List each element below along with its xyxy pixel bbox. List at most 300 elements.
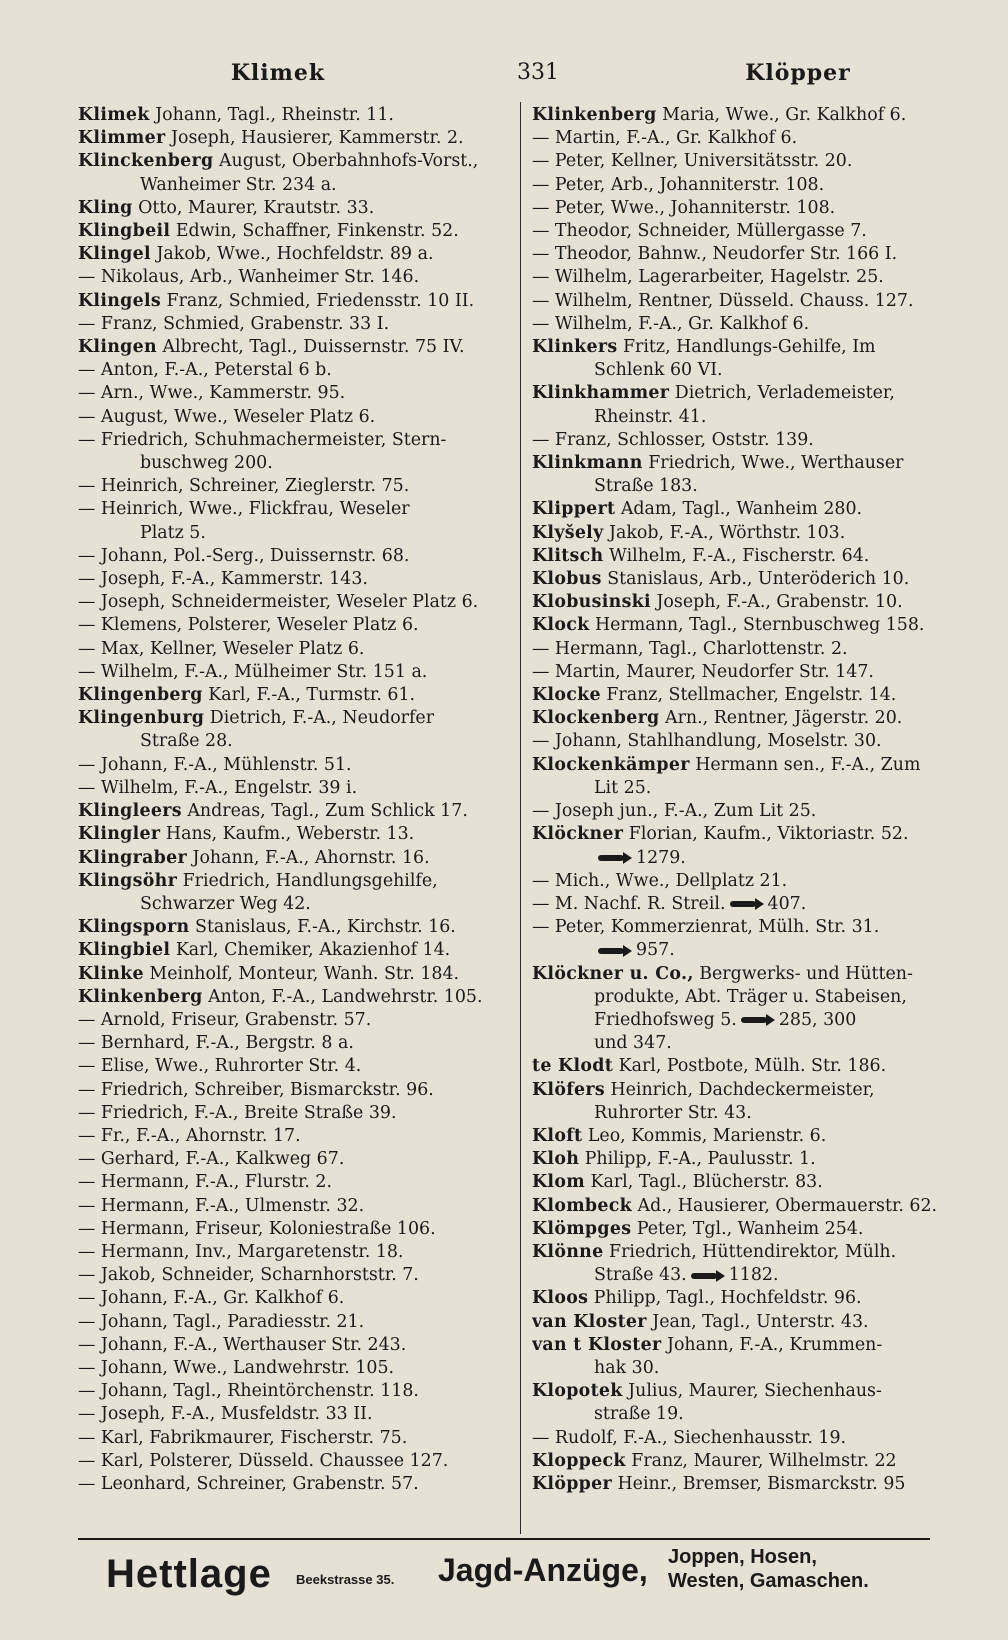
ad-right-line-1: Joppen, Hosen, xyxy=(668,1546,817,1568)
directory-entry xyxy=(532,870,972,893)
directory-entry xyxy=(532,1473,972,1496)
entry-text: — Joseph, F.-A., Kammerstr. 143. xyxy=(78,569,368,590)
entry-text: — Friedrich, Schuhmachermeister, Stern- xyxy=(78,429,447,450)
directory-entry xyxy=(78,591,518,614)
entry-line xyxy=(532,1357,972,1380)
entry-text: Philipp, F.-A., Paulusstr. 1. xyxy=(584,1149,816,1170)
entry-line xyxy=(78,638,518,661)
entry-text: hak 30. xyxy=(594,1357,660,1378)
entry-text: Platz 5. xyxy=(140,522,206,543)
entry-text: — Hermann, F.-A., Flurstr. 2. xyxy=(78,1172,333,1193)
entry-line xyxy=(78,475,518,498)
directory-entry xyxy=(78,1079,518,1102)
entry-line xyxy=(78,290,518,313)
entry-line xyxy=(78,684,518,707)
entry-surname: Klockenkämper xyxy=(532,754,690,775)
entry-text: — Hermann, Tagl., Charlottenstr. 2. xyxy=(532,638,848,659)
directory-entry xyxy=(532,313,972,336)
directory-entry xyxy=(532,1079,972,1125)
directory-entry xyxy=(532,730,972,753)
entry-text: Ruhrorter Str. 43. xyxy=(594,1102,752,1123)
entry-text: straße 19. xyxy=(594,1404,684,1425)
entry-text: — Leonhard, Schreiner, Grabenstr. 57. xyxy=(78,1473,419,1494)
directory-entry xyxy=(532,916,972,962)
entry-text: — August, Wwe., Weseler Platz 6. xyxy=(78,406,376,427)
entry-text: — Peter, Arb., Johanniterstr. 108. xyxy=(532,174,825,195)
entry-text: — Peter, Kellner, Universitätsstr. 20. xyxy=(532,151,853,172)
entry-text: — Friedrich, Schreiber, Bismarckstr. 96. xyxy=(78,1079,434,1100)
entry-text: Hermann sen., F.-A., Zum xyxy=(695,754,921,775)
entry-text: — Johann, Pol.-Serg., Duissernstr. 68. xyxy=(78,545,410,566)
footer-rule xyxy=(78,1538,930,1540)
directory-entry xyxy=(532,707,972,730)
entry-line xyxy=(532,1009,972,1032)
entry-text: Fritz, Handlungs-Gehilfe, Im xyxy=(622,337,876,358)
entry-surname: Klinkenberg xyxy=(532,105,657,125)
entry-text: Friedhofsweg 5. xyxy=(594,1009,737,1030)
entry-line xyxy=(78,359,518,382)
entry-text: — Hermann, Friseur, Koloniestraße 106. xyxy=(78,1218,436,1239)
entry-surname: Klingen xyxy=(78,337,157,358)
entry-text: Johann, F.-A., Ahornstr. 16. xyxy=(192,847,430,868)
entry-line xyxy=(532,545,972,568)
entry-line xyxy=(532,916,972,939)
entry-surname: Klingler xyxy=(78,824,161,845)
entry-text: Stanislaus, F.-A., Kirchstr. 16. xyxy=(195,917,456,938)
entry-line xyxy=(78,1102,518,1125)
entry-line xyxy=(78,1125,518,1148)
directory-entry xyxy=(78,336,518,359)
directory-entry xyxy=(532,1125,972,1148)
entry-text: — Fr., F.-A., Ahornstr. 17. xyxy=(78,1125,301,1146)
entry-surname: Klönne xyxy=(532,1241,604,1262)
entry-line xyxy=(532,1079,972,1102)
directory-entry xyxy=(532,1171,972,1194)
entry-line xyxy=(78,1148,518,1171)
entry-line xyxy=(78,661,518,684)
entry-text: Rheinstr. 41. xyxy=(594,406,707,427)
entry-text: Bergwerks- und Hütten- xyxy=(699,963,913,984)
entry-text: — Joseph, Schneidermeister, Weseler Platz 6. xyxy=(78,592,479,613)
entry-text: Lit 25. xyxy=(594,777,652,798)
entry-line xyxy=(532,359,972,382)
entry-text: Meinholf, Monteur, Wanh. Str. 184. xyxy=(149,963,460,984)
entry-text: Adam, Tagl., Wanheim 280. xyxy=(620,499,863,520)
entry-line xyxy=(78,104,518,127)
entry-line xyxy=(78,754,518,777)
entry-line xyxy=(78,1287,518,1310)
directory-entry xyxy=(532,1241,972,1287)
entry-surname: Klocke xyxy=(532,685,601,706)
entry-text: Peter, Tgl., Wanheim 254. xyxy=(636,1218,864,1239)
entry-surname: Klingenberg xyxy=(78,685,203,706)
directory-entry xyxy=(78,1380,518,1403)
directory-entry xyxy=(532,591,972,614)
directory-entry xyxy=(78,1427,518,1450)
entry-line xyxy=(532,730,972,753)
entry-line xyxy=(532,1148,972,1171)
entry-text: — Theodor, Schneider, Müllergasse 7. xyxy=(532,221,867,242)
directory-entry xyxy=(78,266,518,289)
directory-entry xyxy=(532,104,972,127)
entry-text: Leo, Kommis, Marienstr. 6. xyxy=(587,1125,827,1146)
entry-line xyxy=(532,1334,972,1357)
entry-line xyxy=(78,406,518,429)
entry-surname: van Kloster xyxy=(532,1311,647,1332)
entry-line xyxy=(78,1473,518,1496)
entry-surname: Klingsöhr xyxy=(78,870,178,891)
directory-entry xyxy=(532,1287,972,1310)
entry-text: — M. Nachf. R. Streil. xyxy=(532,893,726,914)
entry-line xyxy=(532,1403,972,1426)
entry-line xyxy=(532,1032,972,1055)
entry-surname: Klitsch xyxy=(532,545,604,566)
entry-text: — Jakob, Schneider, Scharnhorststr. 7. xyxy=(78,1265,419,1286)
directory-entry xyxy=(78,1032,518,1055)
entry-text: — Martin, Maurer, Neudorfer Str. 147. xyxy=(532,661,874,682)
entry-line xyxy=(78,1403,518,1426)
entry-line xyxy=(78,382,518,405)
entry-text: Franz, Schmied, Friedensstr. 10 II. xyxy=(166,290,475,311)
entry-text: Joseph, Hausierer, Kammerstr. 2. xyxy=(171,128,464,149)
entry-text: — Hermann, Inv., Margaretenstr. 18. xyxy=(78,1241,404,1262)
directory-entry xyxy=(532,568,972,591)
directory-entry xyxy=(532,545,972,568)
directory-entry xyxy=(78,545,518,568)
directory-entry xyxy=(78,1148,518,1171)
entry-surname: Klom xyxy=(532,1172,585,1193)
directory-entry xyxy=(78,614,518,637)
directory-entry xyxy=(532,336,972,382)
entry-line xyxy=(78,1055,518,1078)
entry-line xyxy=(78,1241,518,1264)
entry-text: — Mich., Wwe., Dellplatz 21. xyxy=(532,870,788,891)
directory-entry xyxy=(78,916,518,939)
directory-entry xyxy=(78,823,518,846)
entry-surname: Klöpper xyxy=(532,1473,612,1494)
entry-line xyxy=(532,382,972,405)
entry-line xyxy=(78,1357,518,1380)
directory-entry xyxy=(532,522,972,545)
directory-entry xyxy=(78,1473,518,1496)
footer-advertisement xyxy=(78,1546,958,1606)
directory-entry xyxy=(532,1218,972,1241)
entry-line xyxy=(78,777,518,800)
entry-text: produkte, Abt. Träger u. Stabeisen, xyxy=(594,986,907,1007)
directory-entry xyxy=(78,707,518,753)
entry-line xyxy=(78,127,518,150)
directory-entry xyxy=(78,382,518,405)
entry-text: — Joseph, F.-A., Musfeldstr. 33 II. xyxy=(78,1404,373,1425)
entry-text: Julius, Maurer, Siechenhaus- xyxy=(628,1381,882,1402)
entry-line xyxy=(532,777,972,800)
directory-entry xyxy=(78,1264,518,1287)
entry-surname: Klöfers xyxy=(532,1079,605,1100)
header-right-keyword: Klöpper xyxy=(745,60,851,86)
directory-entry xyxy=(78,939,518,962)
entry-line xyxy=(78,452,518,475)
entry-text: Stanislaus, Arb., Unteröderich 10. xyxy=(607,569,910,590)
entry-surname: Klinkhammer xyxy=(532,383,670,404)
directory-entry xyxy=(532,893,972,916)
entry-surname: Klinkers xyxy=(532,337,618,358)
directory-entry xyxy=(532,1450,972,1473)
entry-line xyxy=(532,707,972,730)
entry-surname: Klinke xyxy=(78,963,144,984)
entry-line xyxy=(78,174,518,197)
entry-text: — Rudolf, F.-A., Siechenhausstr. 19. xyxy=(532,1427,847,1448)
directory-entry xyxy=(78,1102,518,1125)
entry-text: Jakob, F.-A., Wörthstr. 103. xyxy=(609,522,846,543)
entry-text: — Heinrich, Schreiner, Zieglerstr. 75. xyxy=(78,476,410,497)
directory-entry xyxy=(532,1195,972,1218)
entry-line xyxy=(532,1264,972,1287)
directory-entry xyxy=(78,197,518,220)
directory-entry xyxy=(78,1450,518,1473)
entry-line xyxy=(532,1055,972,1078)
directory-entry xyxy=(78,1009,518,1032)
entry-line xyxy=(78,823,518,846)
entry-line xyxy=(78,1334,518,1357)
entry-line xyxy=(532,243,972,266)
header-left-keyword: Klimek xyxy=(230,60,326,86)
directory-entry xyxy=(78,1287,518,1310)
entry-surname: Klingbeil xyxy=(78,221,171,242)
directory-entry xyxy=(78,1195,518,1218)
directory-entry xyxy=(532,243,972,266)
directory-entry xyxy=(532,661,972,684)
entry-text: Karl, Postbote, Mülh. Str. 186. xyxy=(618,1056,887,1077)
entry-surname: Klimmer xyxy=(78,128,166,149)
entry-line xyxy=(78,730,518,753)
entry-surname: Klinkenberg xyxy=(78,986,203,1007)
entry-text: Edwin, Schaffner, Finkenstr. 52. xyxy=(175,221,459,242)
entry-text: Albrecht, Tagl., Duissernstr. 75 IV. xyxy=(162,337,465,358)
entry-text: — Karl, Fabrikmaurer, Fischerstr. 75. xyxy=(78,1427,408,1448)
entry-line xyxy=(532,870,972,893)
entry-line xyxy=(78,1171,518,1194)
entry-line xyxy=(532,939,972,962)
directory-entry xyxy=(78,1125,518,1148)
entry-line xyxy=(532,1195,972,1218)
entry-line xyxy=(532,429,972,452)
directory-entry xyxy=(532,498,972,521)
entry-line xyxy=(532,266,972,289)
entry-surname: te Klodt xyxy=(532,1056,614,1077)
entry-text: — Max, Kellner, Weseler Platz 6. xyxy=(78,638,365,659)
directory-entry xyxy=(78,1241,518,1264)
directory-entry xyxy=(78,800,518,823)
directory-entry xyxy=(78,568,518,591)
directory-entry xyxy=(532,684,972,707)
entry-text: Karl, Chemiker, Akazienhof 14. xyxy=(175,940,451,961)
entry-line xyxy=(532,197,972,220)
directory-entry xyxy=(78,406,518,429)
left-column xyxy=(78,104,518,1496)
right-column xyxy=(532,104,972,1496)
entry-line xyxy=(78,870,518,893)
phone-number: 1182. xyxy=(728,1265,779,1286)
entry-text: — Johann, F.-A., Mühlenstr. 51. xyxy=(78,754,352,775)
entry-text: Maria, Wwe., Gr. Kalkhof 6. xyxy=(662,105,907,125)
entry-text: Schwarzer Weg 42. xyxy=(140,893,311,914)
directory-entry xyxy=(78,1055,518,1078)
entry-line xyxy=(532,754,972,777)
directory-entry xyxy=(78,1311,518,1334)
entry-text: Franz, Stellmacher, Engelstr. 14. xyxy=(606,685,897,706)
entry-surname: Klingel xyxy=(78,244,151,265)
directory-entry xyxy=(78,847,518,870)
entry-text: — Wilhelm, Lagerarbeiter, Hagelstr. 25. xyxy=(532,267,884,288)
directory-entry xyxy=(532,382,972,428)
entry-line xyxy=(532,1287,972,1310)
entry-line xyxy=(78,1450,518,1473)
directory-entry xyxy=(532,1148,972,1171)
entry-text: — Friedrich, F.-A., Breite Straße 39. xyxy=(78,1102,397,1123)
telephone-icon xyxy=(730,898,764,910)
entry-line xyxy=(78,1079,518,1102)
directory-entry xyxy=(78,1357,518,1380)
entry-line xyxy=(532,104,972,127)
entry-text: Straße 43. xyxy=(594,1265,687,1286)
directory-entry xyxy=(532,174,972,197)
entry-text: Hans, Kaufm., Weberstr. 13. xyxy=(165,824,415,845)
entry-line xyxy=(78,266,518,289)
entry-text: Florian, Kaufm., Viktoriastr. 52. xyxy=(628,824,909,845)
page-number: 331 xyxy=(517,60,559,85)
entry-line xyxy=(78,1264,518,1287)
entry-surname: Klingels xyxy=(78,290,161,311)
directory-entry xyxy=(78,777,518,800)
entry-line xyxy=(78,893,518,916)
entry-text: Joseph, F.-A., Grabenstr. 10. xyxy=(656,592,903,613)
directory-entry xyxy=(78,220,518,243)
phone-number: 285, 300 xyxy=(778,1009,857,1030)
entry-text: — Peter, Kommerzienrat, Mülh. Str. 31. xyxy=(532,917,880,938)
telephone-icon xyxy=(598,852,632,864)
directory-entry xyxy=(78,127,518,150)
entry-text: Dietrich, Verlademeister, xyxy=(674,383,895,404)
entry-text: — Johann, Tagl., Rheintörchenstr. 118. xyxy=(78,1381,419,1402)
directory-entry xyxy=(78,638,518,661)
entry-line xyxy=(78,568,518,591)
entry-text: Karl, Tagl., Blücherstr. 83. xyxy=(590,1172,823,1193)
entry-text: — Anton, F.-A., Peterstal 6 b. xyxy=(78,360,332,381)
entry-surname: Klinckenberg xyxy=(78,151,214,172)
directory-entry xyxy=(532,150,972,173)
phone-number: 957. xyxy=(636,940,675,961)
entry-line xyxy=(532,313,972,336)
directory-entry xyxy=(78,1403,518,1426)
entry-text: — Martin, F.-A., Gr. Kalkhof 6. xyxy=(532,128,798,149)
directory-entry xyxy=(78,986,518,1009)
entry-text: — Karl, Polsterer, Düsseld. Chaussee 127. xyxy=(78,1450,449,1471)
entry-text: — Johann, F.-A., Werthauser Str. 243. xyxy=(78,1334,407,1355)
entry-line xyxy=(78,1427,518,1450)
entry-surname: Klockenberg xyxy=(532,708,660,729)
entry-surname: Klöckner xyxy=(532,824,624,845)
directory-entry xyxy=(78,429,518,475)
entry-text: — Nikolaus, Arb., Wanheimer Str. 146. xyxy=(78,267,420,288)
entry-text: — Klemens, Polsterer, Weseler Platz 6. xyxy=(78,615,419,636)
entry-surname: Klock xyxy=(532,615,590,636)
entry-line xyxy=(532,1311,972,1334)
entry-text: — Hermann, F.-A., Ulmenstr. 32. xyxy=(78,1195,365,1216)
entry-line xyxy=(78,429,518,452)
entry-line xyxy=(532,1102,972,1125)
entry-line xyxy=(78,1195,518,1218)
entry-text: — Franz, Schmied, Grabenstr. 33 I. xyxy=(78,313,390,334)
entry-line xyxy=(532,452,972,475)
entry-text: Otto, Maurer, Krautstr. 33. xyxy=(138,197,375,218)
entry-text: — Theodor, Bahnw., Neudorfer Str. 166 I. xyxy=(532,244,898,265)
entry-line xyxy=(78,963,518,986)
entry-line xyxy=(532,1427,972,1450)
entry-line xyxy=(532,150,972,173)
entry-text: August, Oberbahnhofs-Vorst., xyxy=(219,151,479,172)
entry-line xyxy=(532,1380,972,1403)
entry-text: Johann, Tagl., Rheinstr. 11. xyxy=(155,105,394,125)
entry-text: Friedrich, Hüttendirektor, Mülh. xyxy=(609,1241,897,1262)
entry-text: Arn., Rentner, Jägerstr. 20. xyxy=(665,708,903,729)
entry-surname: Klopotek xyxy=(532,1381,623,1402)
entry-line xyxy=(78,916,518,939)
entry-line xyxy=(532,127,972,150)
entry-line xyxy=(78,1218,518,1241)
entry-surname: Klöckner u. Co., xyxy=(532,963,694,984)
entry-text: Wilhelm, F.-A., Fischerstr. 64. xyxy=(609,545,870,566)
directory-entry xyxy=(78,870,518,916)
directory-entry xyxy=(532,1334,972,1380)
entry-surname: Klingraber xyxy=(78,847,187,868)
entry-surname: Klingsporn xyxy=(78,917,190,938)
directory-entry xyxy=(532,963,972,1056)
entry-text: Ad., Hausierer, Obermauerstr. 62. xyxy=(637,1195,938,1216)
entry-text: Johann, F.-A., Krummen- xyxy=(666,1334,883,1355)
entry-text: — Peter, Wwe., Johanniterstr. 108. xyxy=(532,197,836,218)
ad-address: Beekstrasse 35. xyxy=(296,1572,395,1587)
entry-line xyxy=(78,591,518,614)
entry-surname: Klinkmann xyxy=(532,453,643,474)
entry-text: Jakob, Wwe., Hochfeldstr. 89 a. xyxy=(156,244,434,265)
entry-line xyxy=(78,707,518,730)
entry-line xyxy=(78,614,518,637)
entry-surname: van t Kloster xyxy=(532,1334,662,1355)
entry-line xyxy=(532,591,972,614)
directory-entry xyxy=(532,800,972,823)
entry-line xyxy=(532,174,972,197)
entry-line xyxy=(532,661,972,684)
entry-text: Wanheimer Str. 234 a. xyxy=(140,174,337,195)
entry-line xyxy=(78,498,518,521)
entry-text: — Arn., Wwe., Kammerstr. 95. xyxy=(78,383,346,404)
entry-surname: Klingbiel xyxy=(78,940,171,961)
entry-text: — Arnold, Friseur, Grabenstr. 57. xyxy=(78,1009,372,1030)
entry-line xyxy=(532,568,972,591)
entry-text: — Bernhard, F.-A., Bergstr. 8 a. xyxy=(78,1033,354,1054)
directory-entry xyxy=(78,963,518,986)
telephone-icon xyxy=(691,1270,725,1282)
entry-line xyxy=(532,638,972,661)
entry-text: Dietrich, F.-A., Neudorfer xyxy=(209,708,435,729)
directory-entry xyxy=(78,754,518,777)
ad-company-name: Hettlage xyxy=(106,1552,272,1596)
entry-surname: Klingenburg xyxy=(78,708,205,729)
entry-line xyxy=(78,522,518,545)
entry-text: buschweg 200. xyxy=(140,453,273,474)
entry-line xyxy=(78,847,518,870)
entry-line xyxy=(532,522,972,545)
